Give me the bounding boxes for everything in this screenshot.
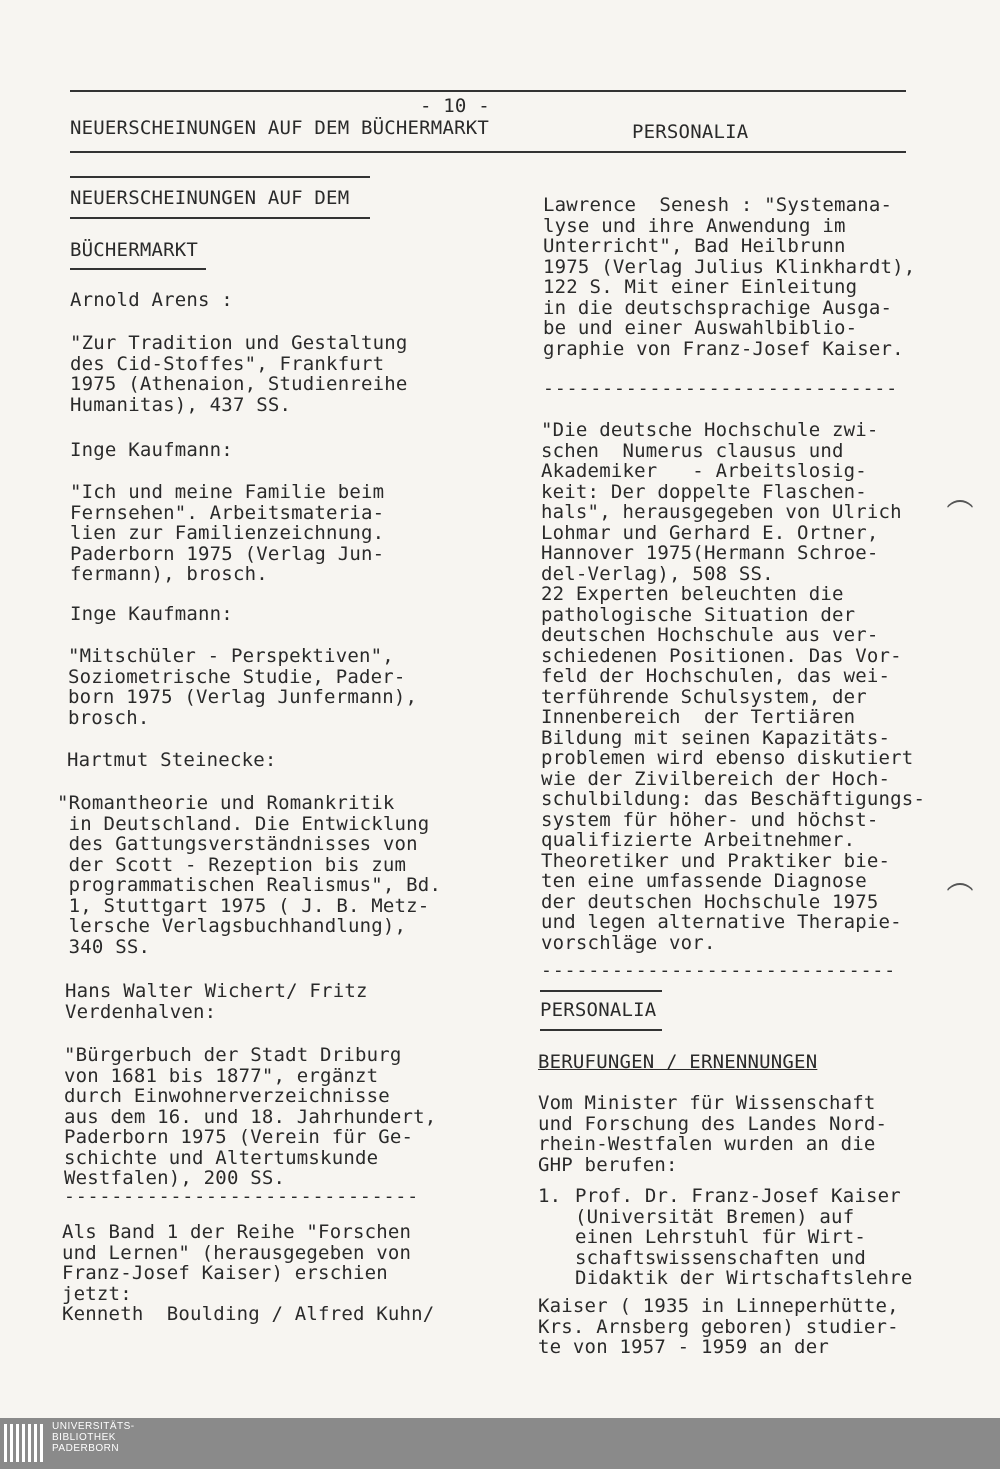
entry-text: "Ich und meine Familie beim Fernsehen". Arbeitsmateria- lien zur Familienzeichnung. Paderborn 1975 (Verlag Jun- fermann), brosch. (70, 481, 385, 585)
library-logo-text: UNIVERSITÄTS- BIBLIOTHEK PADERBORN (52, 1421, 135, 1454)
personalia-heading: PERSONALIA (540, 999, 657, 1021)
berufungen-heading: BERUFUNGEN / ERNENNUNGEN (538, 1051, 818, 1073)
right-separator-1: ------------------------------ (543, 378, 899, 399)
entry-author: Inge Kaufmann: (70, 603, 233, 625)
left-heading-rule-mid (70, 217, 370, 219)
punch-hole-mark (944, 500, 976, 532)
right-separator-2: ------------------------------ (541, 960, 897, 981)
kaiser-text: Kaiser ( 1935 in Linneperhütte, Krs. Arnsberg geboren) studier- te von 1957 - 1959 an der (538, 1295, 899, 1358)
header-right-title: PERSONALIA (632, 121, 749, 143)
entry-author: Hans Walter Wichert/ Fritz Verdenhalven: (65, 980, 368, 1023)
library-footer (0, 1418, 1000, 1469)
left-heading-rule-bottom (70, 268, 206, 270)
left-heading-rule-top (70, 176, 370, 178)
punch-hole-mark (944, 883, 976, 915)
entry-author: Hartmut Steinecke: (67, 749, 277, 771)
personalia-rule-bottom (540, 1029, 662, 1031)
header-left-title: NEUERSCHEINUNGEN AUF DEM BÜCHERMARKT (70, 117, 490, 139)
left-separator: ------------------------------ (64, 1186, 420, 1207)
left-closing-text: Als Band 1 der Reihe "Forschen und Lernen" (herausgegeben von Franz-Josef Kaiser) erschien jetzt: Kenneth Boulding / Alfred Kuhn/ (62, 1221, 435, 1325)
header-rule-bottom (70, 151, 906, 153)
entry-author: Arnold Arens : (70, 289, 233, 311)
item1-text: Prof. Dr. Franz-Josef Kaiser (Universität Bremen) auf einen Lehrstuhl für Wirt- schaftswissenschaften und Didaktik der Wirtschaftslehre (575, 1185, 913, 1289)
page-number: - 10 - (420, 95, 490, 117)
entry-text: "Bürgerbuch der Stadt Driburg von 1681 bis 1877", ergänzt durch Einwohnerverzeichnisse aus dem 16. und 18. Jahrhundert, Paderborn 1975 (Verein für Ge- schichte und Altertumskunde Westfalen), 200 SS. (64, 1044, 437, 1189)
entry-text: "Mitschüler - Perspektiven", Soziometrische Studie, Pader- born 1975 (Verlag Junfermann), brosch. (68, 645, 418, 729)
senesh-entry: Lawrence Senesh : "Systemana- lyse und ihre Anwendung im Unterricht", Bad Heilbrunn 1975 (Verlag Julius Klinkhardt), 122 S. Mit einer Einleitung in die deutschsprachige Ausga- be und einer Auswahlbiblio- graphie von Franz-Josef Kaiser. (543, 194, 916, 360)
left-heading-line2: BÜCHERMARKT (70, 239, 199, 261)
library-logo-icon (4, 1424, 44, 1462)
header-rule-top (70, 90, 906, 92)
entry-author: Inge Kaufmann: (70, 439, 233, 461)
hochschule-entry: "Die deutsche Hochschule zwi- schen Numerus clausus und Akademiker - Arbeitslosig- keit: Der doppelte Flaschen- hals", herausgegeben von Ulrich Lohmar und Gerhard E. Ortner, Hannover 1975(Hermann Schroe- del-Verlag), 508 SS. 22 Experten beleuchten die pathologische Situation der deutschen Hochschule aus ver- schiedenen Positionen. Das Vor- feld der Hochschulen, das wei- terführende Schulsystem, der Innenbereich der Tertiären Bildung mit seinen Kapazitäts- problemen wird ebenso diskutiert wie der Zivilbereich der Hoch- schulbildung: das Beschäftigungs- system für höher- und höchst- qualifizierte Arbeitnehmer. Theoretiker und Praktiker bie- ten eine umfassende Diagnose der deutschen Hochschule 1975 und legen alternative Therapie- vorschläge vor. (541, 419, 926, 954)
entry-text: "Romantheorie und Romankritik in Deutschland. Die Entwicklung des Gattungsverständnisses von der Scott - Rezeption bis zum programmatischen Realismus", Bd. 1, Stuttgart 1975 ( J. B. Metz- lersche Verlagsbuchhandlung), 340 SS. (57, 792, 442, 958)
item-number: 1. (538, 1185, 562, 1207)
personalia-rule-top (540, 990, 662, 992)
left-heading-line1: NEUERSCHEINUNGEN AUF DEM (70, 187, 350, 209)
minister-text: Vom Minister für Wissenschaft und Forschung des Landes Nord- rhein-Westfalen wurden an die GHP berufen: (538, 1092, 888, 1176)
entry-text: "Zur Tradition und Gestaltung des Cid-Stoffes", Frankfurt 1975 (Athenaion, Studienreihe Humanitas), 437 SS. (70, 332, 408, 416)
